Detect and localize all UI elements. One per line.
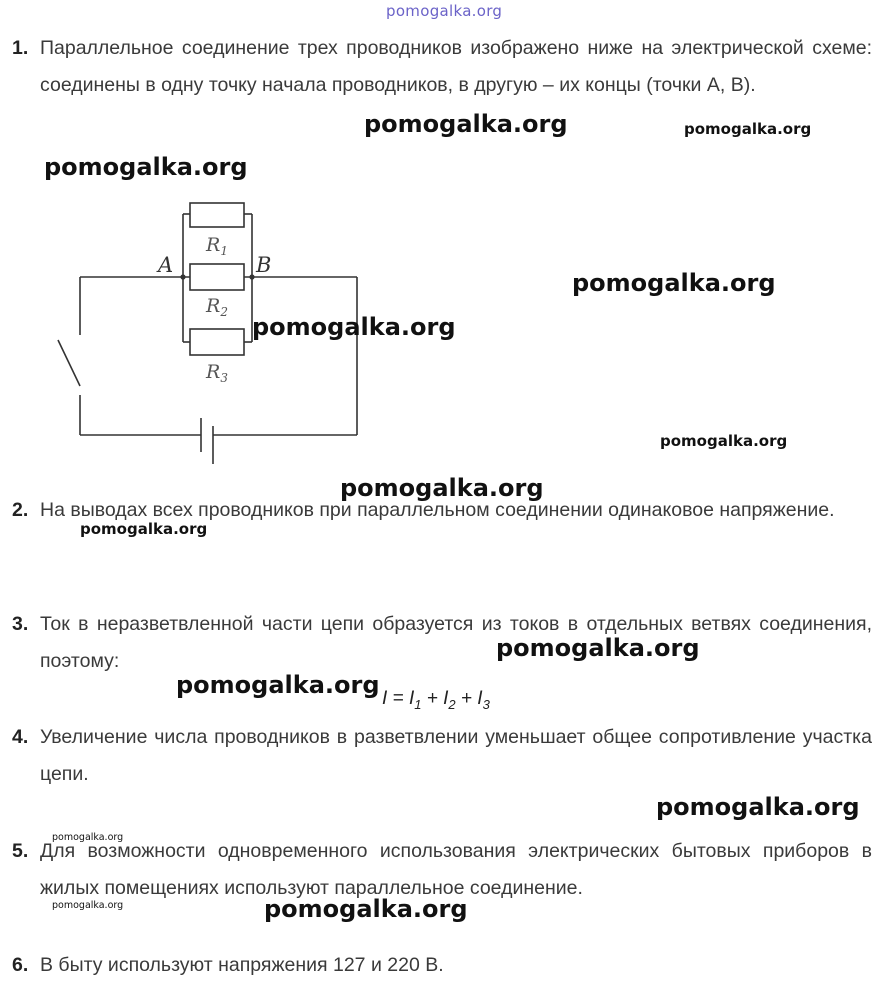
label-r2: $R_2$ [206, 295, 228, 319]
item-number: 4. [12, 726, 29, 748]
resistor-r3 [190, 329, 244, 355]
watermark: pomogalka.org [252, 313, 456, 341]
item-text: Для возможности одновременного использования электрических бытовых приборов в жилых помещениях используют параллельное соединение. [40, 840, 872, 899]
item-text: Параллельное соединение трех проводников изображено ниже на электрической схеме: соединены в одну точку начала проводников, в другую – их концы (точки А, В). [40, 37, 872, 96]
resistor-r1 [190, 203, 244, 227]
watermark: pomogalka.org [496, 634, 700, 662]
node-a-label: A [158, 253, 174, 277]
watermark: pomogalka.org [684, 120, 812, 138]
item-text: В быту используют напряжения 127 и 220 В. [40, 954, 444, 976]
current-formula: $I = I_1 + I_2 + I_3$ [382, 688, 490, 712]
watermark: pomogalka.org [364, 110, 568, 138]
header-watermark: pomogalka.org [386, 2, 503, 20]
watermark: pomogalka.org [44, 153, 248, 181]
switch [58, 340, 80, 386]
item-number: 3. [12, 613, 29, 635]
watermark: pomogalka.org [52, 900, 124, 911]
item-text: Увеличение числа проводников в разветвлении уменьшает общее сопротивление участка цепи. [40, 726, 872, 785]
watermark: pomogalka.org [656, 793, 860, 821]
watermark: pomogalka.org [176, 671, 380, 699]
resistor-r2 [190, 264, 244, 290]
node-b-label: B [256, 253, 272, 277]
watermark: pomogalka.org [80, 520, 208, 538]
watermark: pomogalka.org [340, 474, 544, 502]
list-item-4 [12, 719, 872, 793]
watermark: pomogalka.org [572, 269, 776, 297]
item-number: 1. [12, 37, 29, 59]
node-a-dot [180, 274, 185, 279]
list-item-3 [12, 606, 872, 680]
label-r1: $R_1$ [206, 234, 228, 258]
item-text: На выводах всех проводников при параллельном соединении одинаковое напряжение. [40, 499, 835, 521]
item-text: Ток в неразветвленной части цепи образуется из токов в отдельных ветвях соединения, поэтому: [40, 613, 872, 672]
list-item-1 [12, 30, 872, 104]
watermark: pomogalka.org [52, 832, 124, 843]
item-number: 2. [12, 499, 29, 521]
item-number: 5. [12, 840, 29, 862]
watermark: pomogalka.org [660, 432, 788, 450]
list-item-6 [12, 947, 872, 984]
watermark: pomogalka.org [264, 895, 468, 923]
label-r3: $R_3$ [206, 361, 228, 385]
item-number: 6. [12, 954, 29, 976]
node-b-dot [249, 274, 254, 279]
